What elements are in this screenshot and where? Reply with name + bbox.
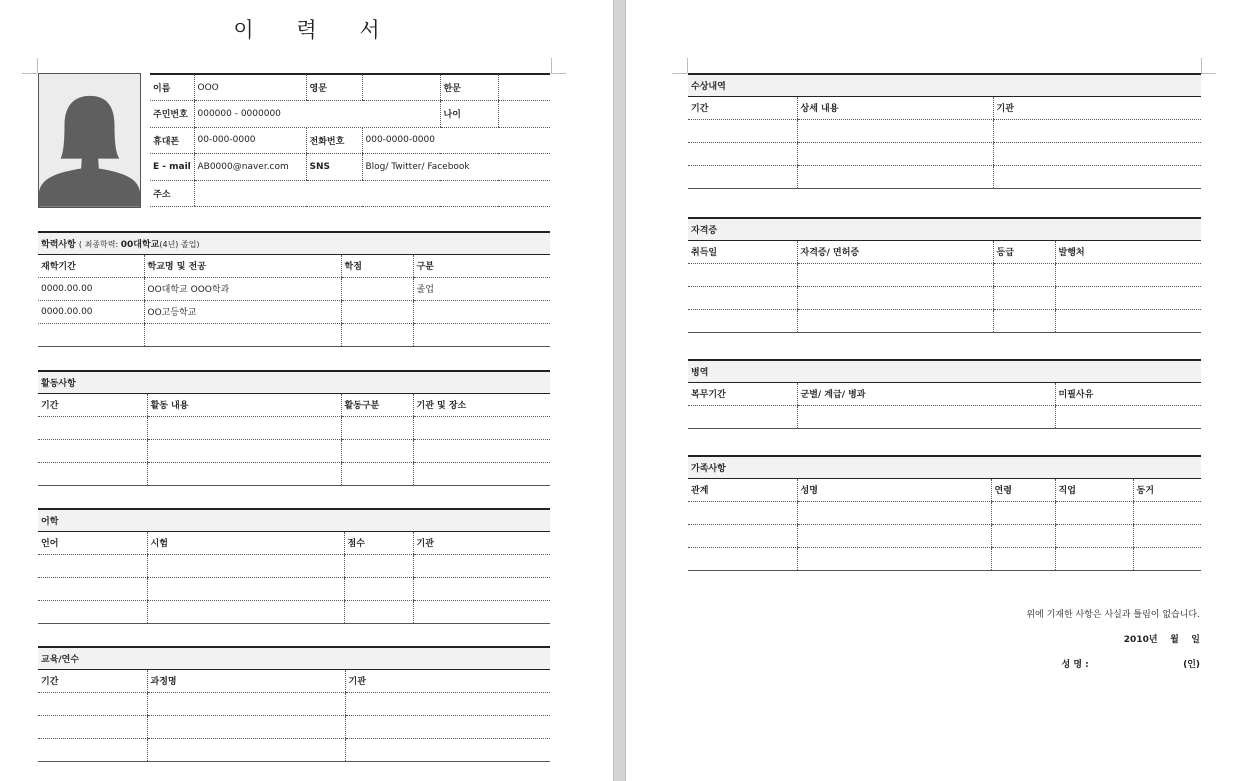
column-header: 직업 bbox=[1055, 478, 1133, 501]
table-cell[interactable] bbox=[797, 547, 991, 570]
table-cell[interactable] bbox=[797, 501, 991, 524]
activities-section-title: 활동사항 bbox=[38, 371, 550, 393]
column-header: 재학기간 bbox=[38, 254, 144, 277]
table-row bbox=[38, 462, 550, 485]
table-row bbox=[688, 165, 1201, 188]
table-cell[interactable] bbox=[147, 554, 344, 577]
table-row bbox=[38, 715, 550, 738]
english-name-label: 영문 bbox=[306, 74, 362, 101]
table-row bbox=[688, 547, 1201, 570]
column-header: 등급 bbox=[993, 240, 1055, 263]
table-cell[interactable] bbox=[1055, 263, 1201, 286]
email-field[interactable]: AB0000@naver.com bbox=[194, 154, 306, 181]
table-row bbox=[688, 142, 1201, 165]
table-cell[interactable] bbox=[1055, 547, 1133, 570]
signature-line bbox=[1062, 657, 1200, 670]
age-field[interactable] bbox=[498, 101, 550, 128]
table-row bbox=[38, 300, 550, 323]
table-cell[interactable] bbox=[1133, 547, 1201, 570]
address-label: 주소 bbox=[150, 180, 194, 207]
table-cell[interactable] bbox=[38, 439, 147, 462]
education-section-title bbox=[38, 232, 550, 254]
sns-field[interactable]: Blog/ Twitter/ Facebook bbox=[362, 154, 550, 181]
english-name-field[interactable] bbox=[362, 74, 440, 101]
table-cell[interactable] bbox=[797, 119, 993, 142]
column-header: 취득일 bbox=[688, 240, 797, 263]
table-cell[interactable] bbox=[147, 738, 345, 761]
table-row bbox=[688, 405, 1201, 428]
table-cell[interactable] bbox=[1133, 501, 1201, 524]
awards-table bbox=[688, 73, 1201, 189]
language-section-title: 어학 bbox=[38, 509, 550, 531]
phone-field[interactable]: 000-0000-0000 bbox=[362, 127, 550, 154]
declaration-statement: 위에 기재한 사항은 사실과 틀림이 없습니다. bbox=[1026, 610, 1200, 620]
page-1 bbox=[0, 0, 613, 781]
hanja-name-field[interactable] bbox=[498, 74, 550, 101]
sns-label: SNS bbox=[306, 154, 362, 181]
family-table bbox=[688, 455, 1201, 571]
column-header: 활동 내용 bbox=[147, 393, 341, 416]
person-silhouette-icon bbox=[39, 74, 140, 207]
table-cell[interactable] bbox=[993, 119, 1201, 142]
table-cell[interactable] bbox=[1055, 309, 1201, 332]
education-subtitle-prefix: ( 최종학력: bbox=[78, 239, 121, 249]
table-cell[interactable] bbox=[38, 323, 144, 346]
table-row bbox=[688, 501, 1201, 524]
table-cell[interactable] bbox=[413, 577, 550, 600]
table-cell[interactable] bbox=[413, 462, 550, 485]
table-cell[interactable] bbox=[147, 715, 345, 738]
signature-label: 성 명 : bbox=[1061, 660, 1089, 670]
column-header: 기간 bbox=[38, 393, 147, 416]
table-cell[interactable] bbox=[991, 501, 1055, 524]
column-header: 기관 bbox=[345, 669, 550, 692]
education-title-text: 학력사항 bbox=[41, 239, 76, 250]
address-field[interactable] bbox=[194, 180, 550, 207]
table-cell[interactable] bbox=[797, 405, 1055, 428]
phone-label: 전화번호 bbox=[306, 127, 362, 154]
table-cell[interactable] bbox=[1055, 286, 1201, 309]
table-cell[interactable]: OO고등학교 bbox=[144, 300, 341, 323]
column-header: 구분 bbox=[413, 254, 550, 277]
awards-section-title: 수상내역 bbox=[688, 74, 1201, 96]
table-cell[interactable] bbox=[341, 300, 413, 323]
seal-mark: (인) bbox=[1183, 660, 1200, 670]
table-cell[interactable] bbox=[413, 416, 550, 439]
table-cell[interactable] bbox=[344, 554, 413, 577]
table-row bbox=[688, 309, 1201, 332]
table-cell[interactable] bbox=[345, 692, 550, 715]
table-cell[interactable] bbox=[38, 738, 147, 761]
column-header: 연령 bbox=[991, 478, 1055, 501]
table-cell[interactable] bbox=[147, 600, 344, 623]
mobile-label: 휴대폰 bbox=[150, 127, 194, 154]
table-cell[interactable] bbox=[341, 462, 413, 485]
table-row bbox=[38, 554, 550, 577]
table-cell[interactable] bbox=[688, 263, 797, 286]
table-cell[interactable]: OO대학교 OOO학과 bbox=[144, 277, 341, 300]
table-cell[interactable] bbox=[688, 286, 797, 309]
column-header: 기관 bbox=[993, 96, 1201, 119]
column-header: 기간 bbox=[688, 96, 797, 119]
table-row bbox=[38, 277, 550, 300]
table-cell[interactable] bbox=[1055, 501, 1133, 524]
certificates-section-title: 자격증 bbox=[688, 218, 1201, 240]
table-cell[interactable] bbox=[38, 715, 147, 738]
column-header: 자격증/ 면허증 bbox=[797, 240, 993, 263]
table-cell[interactable] bbox=[688, 405, 797, 428]
table-cell[interactable] bbox=[413, 600, 550, 623]
column-header: 미필사유 bbox=[1055, 382, 1201, 405]
page-gap bbox=[613, 0, 626, 781]
training-section-title: 교육/연수 bbox=[38, 647, 550, 669]
table-row bbox=[38, 439, 550, 462]
table-cell[interactable]: 0000.00.00 bbox=[38, 300, 144, 323]
table-cell[interactable] bbox=[147, 692, 345, 715]
table-cell[interactable] bbox=[797, 524, 991, 547]
table-row bbox=[38, 600, 550, 623]
column-header: 기간 bbox=[38, 669, 147, 692]
table-cell[interactable] bbox=[341, 439, 413, 462]
table-cell[interactable] bbox=[688, 165, 797, 188]
rrn-field[interactable]: 000000 - 0000000 bbox=[194, 101, 440, 128]
table-cell[interactable] bbox=[144, 323, 341, 346]
table-row bbox=[38, 577, 550, 600]
table-cell[interactable] bbox=[797, 263, 993, 286]
age-label: 나이 bbox=[440, 101, 498, 128]
table-cell[interactable] bbox=[341, 323, 413, 346]
table-cell[interactable] bbox=[1133, 524, 1201, 547]
table-cell[interactable] bbox=[688, 501, 797, 524]
table-cell[interactable] bbox=[344, 600, 413, 623]
page-2 bbox=[626, 0, 1241, 781]
table-cell[interactable] bbox=[797, 142, 993, 165]
table-row bbox=[688, 286, 1201, 309]
column-header: 동거 bbox=[1133, 478, 1201, 501]
table-cell[interactable] bbox=[147, 439, 341, 462]
table-cell[interactable] bbox=[1055, 524, 1133, 547]
table-cell[interactable] bbox=[688, 119, 797, 142]
table-cell[interactable] bbox=[688, 547, 797, 570]
table-cell[interactable] bbox=[413, 554, 550, 577]
table-row bbox=[688, 263, 1201, 286]
table-cell[interactable] bbox=[38, 462, 147, 485]
table-row bbox=[38, 692, 550, 715]
table-row bbox=[38, 323, 550, 346]
table-cell[interactable] bbox=[1055, 405, 1201, 428]
table-cell[interactable] bbox=[147, 577, 344, 600]
declaration-date[interactable]: 2010년 월 일 bbox=[1123, 635, 1200, 645]
table-cell[interactable]: 졸업 bbox=[413, 277, 550, 300]
table-cell[interactable] bbox=[991, 524, 1055, 547]
table-cell[interactable] bbox=[993, 142, 1201, 165]
education-subtitle bbox=[79, 240, 200, 249]
education-subtitle-suffix: (4년) 졸업) bbox=[159, 239, 200, 249]
table-cell[interactable] bbox=[413, 323, 550, 346]
name-field[interactable]: OOO bbox=[194, 74, 306, 101]
document-title: 이 력 서 bbox=[233, 18, 398, 42]
table-cell[interactable] bbox=[38, 554, 147, 577]
column-header: 과정명 bbox=[147, 669, 345, 692]
table-row bbox=[688, 524, 1201, 547]
column-header: 언어 bbox=[38, 531, 147, 554]
activities-table bbox=[38, 370, 550, 486]
column-header: 발행처 bbox=[1055, 240, 1201, 263]
table-cell[interactable] bbox=[413, 439, 550, 462]
table-cell[interactable] bbox=[345, 738, 550, 761]
profile-photo-placeholder bbox=[38, 73, 141, 208]
education-subtitle-school: 00대학교 bbox=[120, 239, 160, 250]
table-cell[interactable] bbox=[345, 715, 550, 738]
military-section-title: 병역 bbox=[688, 360, 1201, 382]
table-cell[interactable] bbox=[797, 165, 993, 188]
table-cell[interactable] bbox=[993, 286, 1055, 309]
column-header: 성명 bbox=[797, 478, 991, 501]
table-cell[interactable] bbox=[38, 416, 147, 439]
table-cell[interactable] bbox=[991, 547, 1055, 570]
certificates-table bbox=[688, 217, 1201, 333]
column-header: 학점 bbox=[341, 254, 413, 277]
table-cell[interactable] bbox=[993, 165, 1201, 188]
hanja-name-label: 한문 bbox=[440, 74, 498, 101]
table-cell[interactable] bbox=[38, 692, 147, 715]
table-row bbox=[38, 416, 550, 439]
table-cell[interactable] bbox=[147, 462, 341, 485]
mobile-field[interactable]: 00-000-0000 bbox=[194, 127, 306, 154]
table-cell[interactable] bbox=[797, 309, 993, 332]
column-header: 활동구분 bbox=[341, 393, 413, 416]
table-cell[interactable] bbox=[413, 300, 550, 323]
table-cell[interactable] bbox=[688, 309, 797, 332]
training-table bbox=[38, 646, 550, 762]
table-cell[interactable] bbox=[797, 286, 993, 309]
table-cell[interactable] bbox=[688, 524, 797, 547]
table-cell[interactable] bbox=[993, 309, 1055, 332]
column-header: 상세 내용 bbox=[797, 96, 993, 119]
email-label: E - mail bbox=[150, 154, 194, 181]
column-header: 관계 bbox=[688, 478, 797, 501]
name-label: 이름 bbox=[150, 74, 194, 101]
table-cell[interactable] bbox=[688, 142, 797, 165]
column-header: 기관 bbox=[413, 531, 550, 554]
table-cell[interactable] bbox=[993, 263, 1055, 286]
table-row bbox=[38, 738, 550, 761]
column-header: 복무기간 bbox=[688, 382, 797, 405]
column-header: 시험 bbox=[147, 531, 344, 554]
column-header: 기관 및 장소 bbox=[413, 393, 550, 416]
table-row bbox=[688, 119, 1201, 142]
military-table bbox=[688, 359, 1201, 429]
profile-table bbox=[150, 73, 550, 207]
column-header: 학교명 및 전공 bbox=[144, 254, 341, 277]
column-header: 점수 bbox=[344, 531, 413, 554]
table-cell[interactable] bbox=[341, 416, 413, 439]
table-cell[interactable] bbox=[341, 277, 413, 300]
education-table bbox=[38, 231, 550, 347]
rrn-label: 주민번호 bbox=[150, 101, 194, 128]
table-cell[interactable]: 0000.00.00 bbox=[38, 277, 144, 300]
column-header: 군별/ 계급/ 병과 bbox=[797, 382, 1055, 405]
family-section-title: 가족사항 bbox=[688, 456, 1201, 478]
language-table bbox=[38, 508, 550, 624]
table-cell[interactable] bbox=[38, 600, 147, 623]
table-cell[interactable] bbox=[147, 416, 341, 439]
table-cell[interactable] bbox=[38, 577, 147, 600]
table-cell[interactable] bbox=[344, 577, 413, 600]
